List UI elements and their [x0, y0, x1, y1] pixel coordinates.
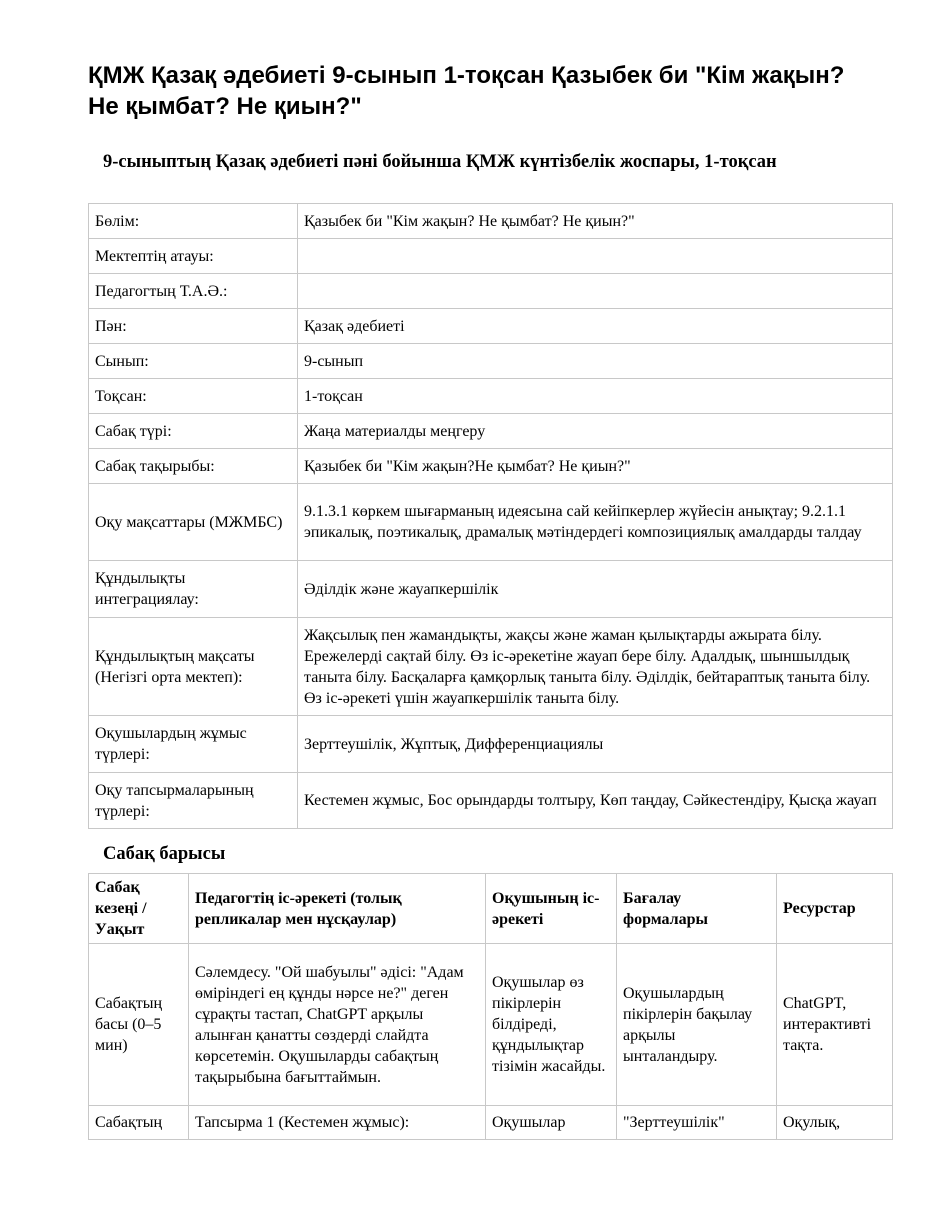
lesson-table-row: [89, 1106, 893, 1140]
info-row: [89, 561, 893, 618]
info-row: [89, 274, 893, 309]
info-value: Әділдік және жауапкершілік: [298, 561, 893, 618]
info-row: [89, 484, 893, 561]
info-row: [89, 449, 893, 484]
info-row: [89, 414, 893, 449]
info-value: Қазыбек би "Кім жақын?Не қымбат? Не қиын?": [298, 449, 893, 484]
info-row: [89, 344, 893, 379]
header-student-activity: Оқушының іс-әрекеті: [486, 874, 617, 944]
info-row: [89, 204, 893, 239]
stage-cell: Сабақтың басы (0–5 мин): [89, 944, 189, 1106]
info-label: Құндылықты интеграциялау:: [89, 561, 298, 618]
info-label: Оқушылардың жұмыс түрлері:: [89, 716, 298, 773]
student-activity-cell: Оқушылар: [486, 1106, 617, 1140]
info-value: Жақсылық пен жамандықты, жақсы және жаман қылықтарды ажырата білу. Ережелерді сақтай білу. Өз іс-әрекетіне жауап бере білу. Адалдық, шыншылдық таныта білу. Басқаларға қамқорлық таныта білу. Әділдік, бейтараптық таныта білу. Өз іс-әрекеті үшін жауапкершілік таныта білу.: [298, 618, 893, 716]
info-row: [89, 239, 893, 274]
info-label: Педагогтың Т.А.Ә.:: [89, 274, 298, 309]
info-value: [298, 274, 893, 309]
info-value: 1-тоқсан: [298, 379, 893, 414]
stage-cell: Сабақтың: [89, 1106, 189, 1140]
info-row: [89, 773, 893, 829]
header-teacher-activity: Педагогтің іс-әрекеті (толық репликалар мен нұсқаулар): [189, 874, 486, 944]
info-row: [89, 379, 893, 414]
assessment-cell: Оқушылардың пікірлерін бақылау арқылы ынталандыру.: [617, 944, 777, 1106]
info-label: Мектептің атауы:: [89, 239, 298, 274]
lesson-process-heading: Сабақ барысы: [103, 844, 226, 864]
lesson-table-row: [89, 944, 893, 1106]
info-label: Пән:: [89, 309, 298, 344]
info-label: Оқу тапсырмаларының түрлері:: [89, 773, 298, 829]
header-assessment: Бағалау формалары: [617, 874, 777, 944]
lesson-table-header-row: [89, 874, 893, 944]
teacher-activity-cell: Сәлемдесу. "Ой шабуылы" әдісі: "Адам өміріндегі ең құнды нәрсе не?" деген сұрақты тастап, ChatGPT арқылы алынған қанатты сөздерді слайдта көрсетемін. Оқушыларды сабақтың тақырыбына бағыттаймын.: [189, 944, 486, 1106]
info-row: [89, 716, 893, 773]
info-value: [298, 239, 893, 274]
student-activity-cell: Оқушылар өз пікірлерін білдіреді, құндылықтар тізімін жасайды.: [486, 944, 617, 1106]
header-stage: Сабақ кезеңі / Уақыт: [89, 874, 189, 944]
info-label: Бөлім:: [89, 204, 298, 239]
info-label: Сабақ түрі:: [89, 414, 298, 449]
resources-cell: Оқулық,: [777, 1106, 893, 1140]
info-row: [89, 618, 893, 716]
info-value: Қазақ әдебиеті: [298, 309, 893, 344]
info-label: Сабақ тақырыбы:: [89, 449, 298, 484]
info-label: Тоқсан:: [89, 379, 298, 414]
resources-cell: ChatGPT, интерактивті тақта.: [777, 944, 893, 1106]
info-value: Қазыбек би "Кім жақын? Не қымбат? Не қиын?": [298, 204, 893, 239]
header-resources: Ресурстар: [777, 874, 893, 944]
info-label: Оқу мақсаттары (МЖМБС): [89, 484, 298, 561]
info-value: Кестемен жұмыс, Бос орындарды толтыру, Көп таңдау, Сәйкестендіру, Қысқа жауап: [298, 773, 893, 829]
info-label: Құндылықтың мақсаты (Негізгі орта мектеп):: [89, 618, 298, 716]
lesson-info-table: [88, 203, 893, 829]
info-label: Сынып:: [89, 344, 298, 379]
lesson-process-table: [88, 873, 893, 1140]
info-value: 9-сынып: [298, 344, 893, 379]
info-value: 9.1.3.1 көркем шығарманың идеясына сай кейіпкерлер жүйесін анықтау; 9.2.1.1 эпикалық, поэтикалық, драмалық мәтіндердегі композициялық амалдарды талдау: [298, 484, 893, 561]
info-value: Жаңа материалды меңгеру: [298, 414, 893, 449]
plan-subtitle: 9-сыныптың Қазақ әдебиеті пәні бойынша ҚМЖ күнтізбелік жоспары, 1-тоқсан: [103, 152, 777, 172]
info-row: [89, 309, 893, 344]
page-title: ҚМЖ Қазақ әдебиеті 9-сынып 1-тоқсан Қазыбек би "Кім жақын?Не қымбат? Не қиын?": [88, 62, 845, 120]
assessment-cell: "Зерттеушілік": [617, 1106, 777, 1140]
info-value: Зерттеушілік, Жұптық, Дифференциациялы: [298, 716, 893, 773]
teacher-activity-cell: Тапсырма 1 (Кестемен жұмыс):: [189, 1106, 486, 1140]
